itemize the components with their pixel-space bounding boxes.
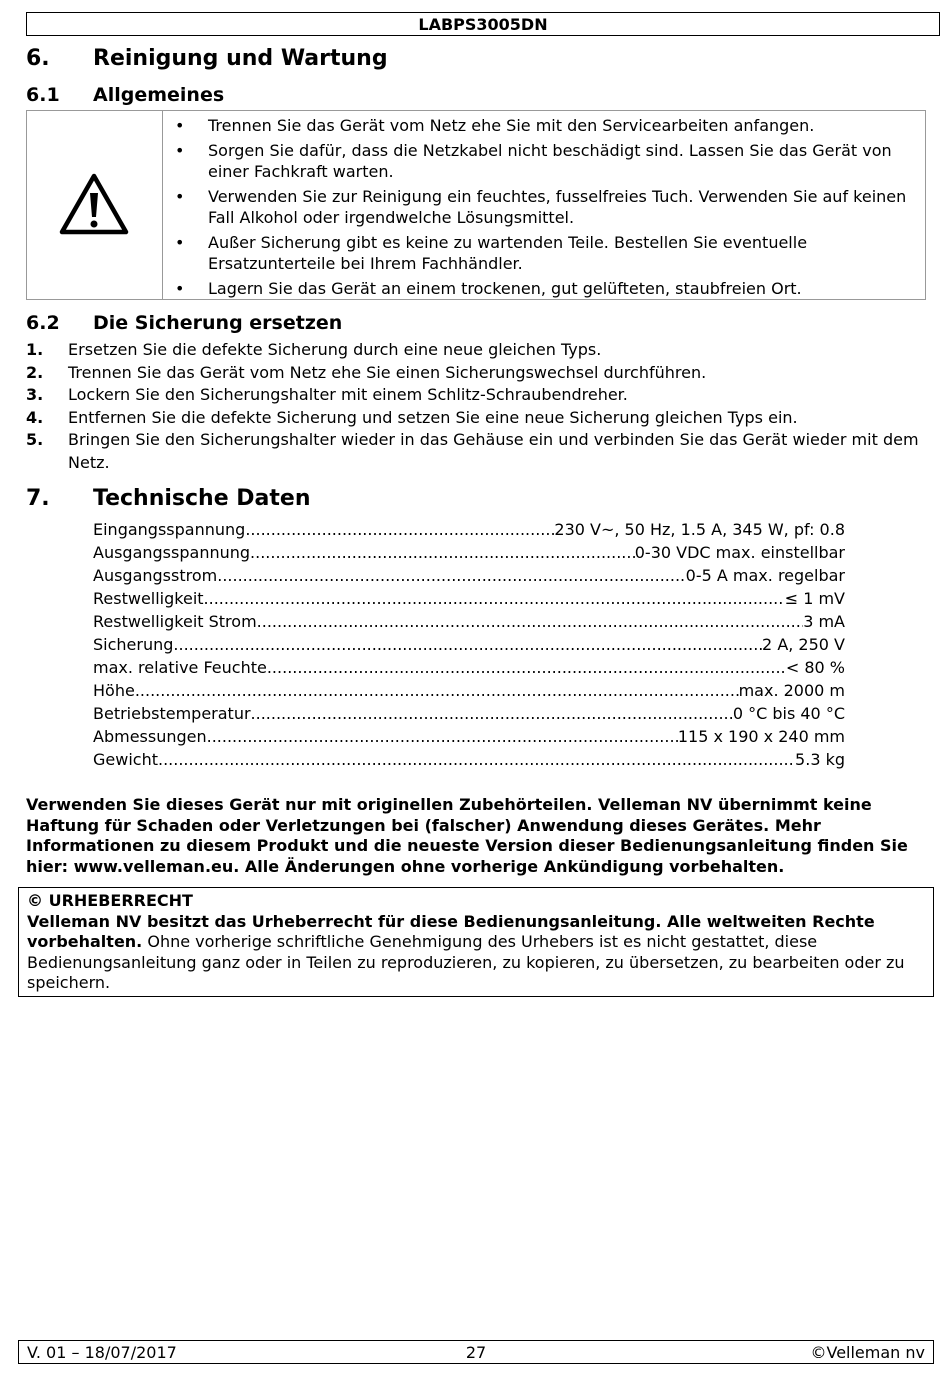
step-text: Bringen Sie den Sicherungshalter wieder in das Gehäuse ein und verbinden Sie das Gerät wieder mit dem Netz. xyxy=(68,430,919,472)
model-name: LABPS3005DN xyxy=(418,15,548,34)
section-title: Technische Daten xyxy=(93,486,311,511)
spec-value: 0-30 VDC max. einstellbar xyxy=(634,543,845,562)
copyright-bold-text: Velleman NV besitzt das Urheberrecht für diese Bedienungsanleitung. Alle weltweiten Rechte vorbehalten. xyxy=(27,911,875,951)
dot-leader xyxy=(135,679,739,702)
spec-value: 5.3 kg xyxy=(795,750,845,769)
dot-leader xyxy=(251,702,733,725)
section-6-heading xyxy=(26,46,388,71)
section-title: Reinigung und Wartung xyxy=(93,46,388,71)
spec-value: 3 mA xyxy=(803,612,845,631)
page-header xyxy=(26,12,940,36)
dot-leader xyxy=(173,633,762,656)
spec-row xyxy=(93,541,845,564)
spec-value: 0-5 A max. regelbar xyxy=(685,566,845,585)
subsection-title: Die Sicherung ersetzen xyxy=(93,312,343,334)
step-number: 3. xyxy=(26,385,44,404)
list-item xyxy=(26,384,936,407)
spec-label: Abmessungen xyxy=(93,727,207,746)
copyright-box xyxy=(18,887,934,997)
dot-leader xyxy=(267,656,786,679)
safety-list xyxy=(175,115,915,303)
dot-leader xyxy=(245,518,554,541)
spec-row xyxy=(93,518,845,541)
spec-row xyxy=(93,702,845,725)
list-item xyxy=(26,429,936,474)
step-text: Entfernen Sie die defekte Sicherung und setzen Sie eine neue Sicherung gleichen Typs ein. xyxy=(68,407,798,427)
section-number: 7. xyxy=(26,486,50,511)
safety-table xyxy=(26,110,926,300)
spec-label: Betriebstemperatur xyxy=(93,704,251,723)
spec-row xyxy=(93,587,845,610)
list-item xyxy=(26,339,936,362)
list-item xyxy=(26,362,936,385)
spec-label: Restwelligkeit xyxy=(93,589,204,608)
dot-leader xyxy=(257,610,804,633)
spec-label: Ausgangsspannung xyxy=(93,543,251,562)
spec-row xyxy=(93,633,845,656)
fuse-steps-list xyxy=(26,339,936,474)
list-item: • Verwenden Sie zur Reinigung ein feuchtes, fusselfreies Tuch. Verwenden Sie auf keinen Fall Alkohol oder irgendwelche Lösungsmittel. xyxy=(175,186,915,228)
subsection-number: 6.1 xyxy=(26,84,60,106)
warning-icon-cell xyxy=(27,111,163,299)
spec-label: Eingangsspannung xyxy=(93,520,246,539)
section-number: 6. xyxy=(26,46,50,71)
dot-leader xyxy=(250,541,635,564)
section-6-2-heading xyxy=(26,312,342,334)
spec-label: Sicherung xyxy=(93,635,174,654)
subsection-number: 6.2 xyxy=(26,312,60,334)
step-text: Lockern Sie den Sicherungshalter mit einem Schlitz-Schraubendreher. xyxy=(68,385,628,404)
disclaimer-notice: Verwenden Sie dieses Gerät nur mit originellen Zubehörteilen. Velleman NV übernimmt keine Haftung für Schaden oder Verletzungen bei (falscher) Anwendung dieses Gerätes. Mehr Informationen zu diesem Produkt und die neueste Version dieser Bedienungsanleitung finden Sie hier: www.velleman.eu. Alle Änderungen ohne vorherige Ankündigung vorbehalten. xyxy=(26,795,908,876)
step-text: Ersetzen Sie die defekte Sicherung durch eine neue gleichen Typs. xyxy=(68,340,602,359)
spec-value: 2 A, 250 V xyxy=(762,635,845,654)
copyright-heading: © URHEBERRECHT xyxy=(27,891,193,910)
spec-row xyxy=(93,656,845,679)
spec-row xyxy=(93,725,845,748)
spec-value: 230 V~, 50 Hz, 1.5 A, 345 W, pf: 0.8 xyxy=(554,520,845,539)
list-item: • Trennen Sie das Gerät vom Netz ehe Sie mit den Servicearbeiten anfangen. xyxy=(175,115,915,136)
copyright-owner: ©Velleman nv xyxy=(810,1343,925,1362)
copyright-text: Ohne vorherige schriftliche Genehmigung des Urhebers ist es nicht gestattet, diese Bedienungsanleitung ganz oder in Teilen zu reproduzieren, zu kopieren, zu übersetzen, zu bearbeiten oder zu speichern. xyxy=(27,932,905,992)
dot-leader xyxy=(217,564,685,587)
spec-label: max. relative Feuchte xyxy=(93,658,267,677)
spec-value: 115 x 190 x 240 mm xyxy=(677,727,845,746)
copyright-body xyxy=(27,912,925,994)
step-number: 1. xyxy=(26,340,44,359)
list-item: • Lagern Sie das Gerät an einem trockenen, gut gelüfteten, staubfreien Ort. xyxy=(175,278,915,299)
spec-row xyxy=(93,679,845,702)
dot-leader xyxy=(204,587,785,610)
step-number: 4. xyxy=(26,407,44,427)
warning-triangle-icon xyxy=(59,173,129,235)
spec-label: Gewicht xyxy=(93,750,158,769)
spec-value: ≤ 1 mV xyxy=(784,589,845,608)
spec-row xyxy=(93,564,845,587)
spec-table xyxy=(93,518,845,771)
dot-leader xyxy=(158,748,795,771)
version-date: V. 01 – 18/07/2017 xyxy=(27,1343,177,1362)
step-number: 2. xyxy=(26,362,44,382)
subsection-title: Allgemeines xyxy=(93,84,225,106)
spec-label: Ausgangsstrom xyxy=(93,566,218,585)
list-item: • Sorgen Sie dafür, dass die Netzkabel nicht beschädigt sind. Lassen Sie das Gerät von einer Fachkraft warten. xyxy=(175,140,915,182)
spec-value: 0 °C bis 40 °C xyxy=(732,704,845,723)
spec-label: Restwelligkeit Strom xyxy=(93,612,257,631)
spec-label: Höhe xyxy=(93,681,135,700)
spec-value: < 80 % xyxy=(785,658,845,677)
page-number: 27 xyxy=(465,1343,487,1362)
spec-row xyxy=(93,610,845,633)
dot-leader xyxy=(207,725,678,748)
spec-row xyxy=(93,748,845,771)
list-item: • Außer Sicherung gibt es keine zu wartenden Teile. Bestellen Sie eventuelle Ersatzunterteile bei Ihrem Fachhändler. xyxy=(175,232,915,274)
section-7-heading xyxy=(26,486,311,511)
step-number: 5. xyxy=(26,430,44,449)
spec-value: max. 2000 m xyxy=(738,681,845,700)
page-footer xyxy=(18,1340,934,1364)
list-item xyxy=(26,407,936,430)
section-6-1-heading xyxy=(26,84,224,106)
step-text: Trennen Sie das Gerät vom Netz ehe Sie einen Sicherungswechsel durchführen. xyxy=(68,362,707,382)
